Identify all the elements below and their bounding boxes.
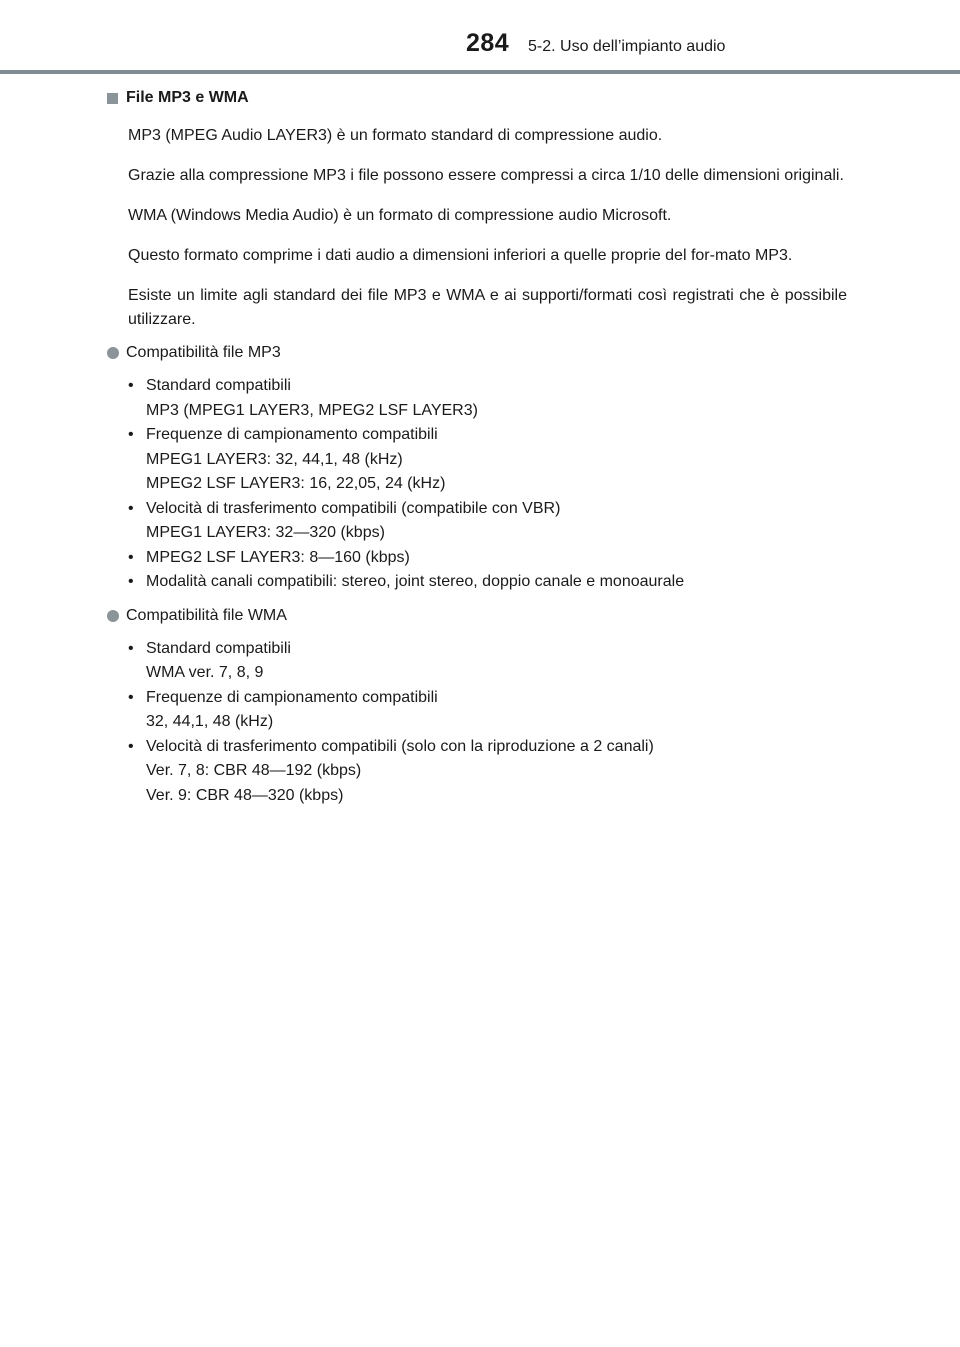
paragraph: MP3 (MPEG Audio LAYER3) è un formato standard di compressione audio. <box>128 127 663 144</box>
circle-bullet-icon <box>107 610 119 622</box>
list-item-label: Standard compatibili <box>146 639 291 657</box>
page-number: 284 <box>466 29 510 57</box>
list-item-label: Velocità di trasferimento compatibili (solo con la riproduzione a 2 canali) <box>146 737 654 755</box>
paragraph: Esiste un limite agli standard dei file MP3 e WMA e ai supporti/formati così registrati che è possibile utilizzare. <box>128 287 847 328</box>
paragraph: WMA (Windows Media Audio) è un formato di compressione audio Microsoft. <box>128 207 672 224</box>
list-item <box>128 570 847 595</box>
bullet-dot-icon: • <box>128 426 134 443</box>
bullet-dot-icon: • <box>128 377 134 394</box>
list-item-label: MPEG2 LSF LAYER3: 8—160 (kbps) <box>146 548 410 566</box>
list-item <box>128 735 847 809</box>
list-item-detail: MPEG2 LSF LAYER3: 16, 22,05, 24 (kHz) <box>146 475 446 492</box>
mp3-compatibility-list <box>107 374 847 595</box>
list-item-label: Frequenze di campionamento compatibili <box>146 426 438 443</box>
circle-bullet-icon <box>107 347 119 359</box>
list-item <box>128 497 847 546</box>
list-item <box>128 686 847 735</box>
bullet-dot-icon: • <box>128 688 134 706</box>
list-item-detail: MP3 (MPEG1 LAYER3, MPEG2 LSF LAYER3) <box>146 401 478 419</box>
list-item-detail: WMA ver. 7, 8, 9 <box>146 664 264 681</box>
mp3-compatibility-title: Compatibilità file MP3 <box>126 344 281 361</box>
list-item-detail: 32, 44,1, 48 (kHz) <box>146 713 274 730</box>
page-header <box>0 0 960 76</box>
square-bullet-icon <box>107 93 118 104</box>
wma-compatibility-heading <box>107 604 847 628</box>
list-item-label: Standard compatibili <box>146 377 291 394</box>
bullet-dot-icon: • <box>128 499 134 517</box>
wma-compatibility-title: Compatibilità file WMA <box>126 606 287 624</box>
bullet-dot-icon: • <box>128 548 134 566</box>
list-item-label: Frequenze di campionamento compatibili <box>146 688 438 706</box>
bullet-dot-icon: • <box>128 639 134 657</box>
section-heading <box>107 88 847 108</box>
bullet-dot-icon: • <box>128 737 134 755</box>
list-item-detail: Ver. 9: CBR 48—320 (kbps) <box>146 786 344 804</box>
mp3-compatibility-heading <box>107 341 847 365</box>
list-item <box>128 423 847 497</box>
section-title: 5-2. Uso dell’impianto audio <box>528 38 726 55</box>
paragraph: Questo formato comprime i dati audio a dimensioni inferiori a quelle proprie del for-mato MP3. <box>128 247 793 264</box>
list-item-detail: MPEG1 LAYER3: 32—320 (kbps) <box>146 524 385 541</box>
paragraph: Grazie alla compressione MP3 i file possono essere compressi a circa 1/10 delle dimensioni originali. <box>128 167 844 184</box>
list-item-detail: Ver. 7, 8: CBR 48—192 (kbps) <box>146 762 362 779</box>
main-content <box>107 88 847 817</box>
list-item-detail: MPEG1 LAYER3: 32, 44,1, 48 (kHz) <box>146 450 403 468</box>
list-item <box>128 546 847 571</box>
list-item <box>128 374 847 423</box>
section-heading-text: File MP3 e WMA <box>126 89 249 106</box>
header-divider <box>0 70 960 74</box>
bullet-dot-icon: • <box>128 573 134 590</box>
list-item <box>128 637 847 686</box>
list-item-label: Velocità di trasferimento compatibili (compatibile con VBR) <box>146 499 561 517</box>
list-item-label: Modalità canali compatibili: stereo, joint stereo, doppio canale e monoaurale <box>146 573 685 590</box>
wma-compatibility-list <box>107 637 847 809</box>
